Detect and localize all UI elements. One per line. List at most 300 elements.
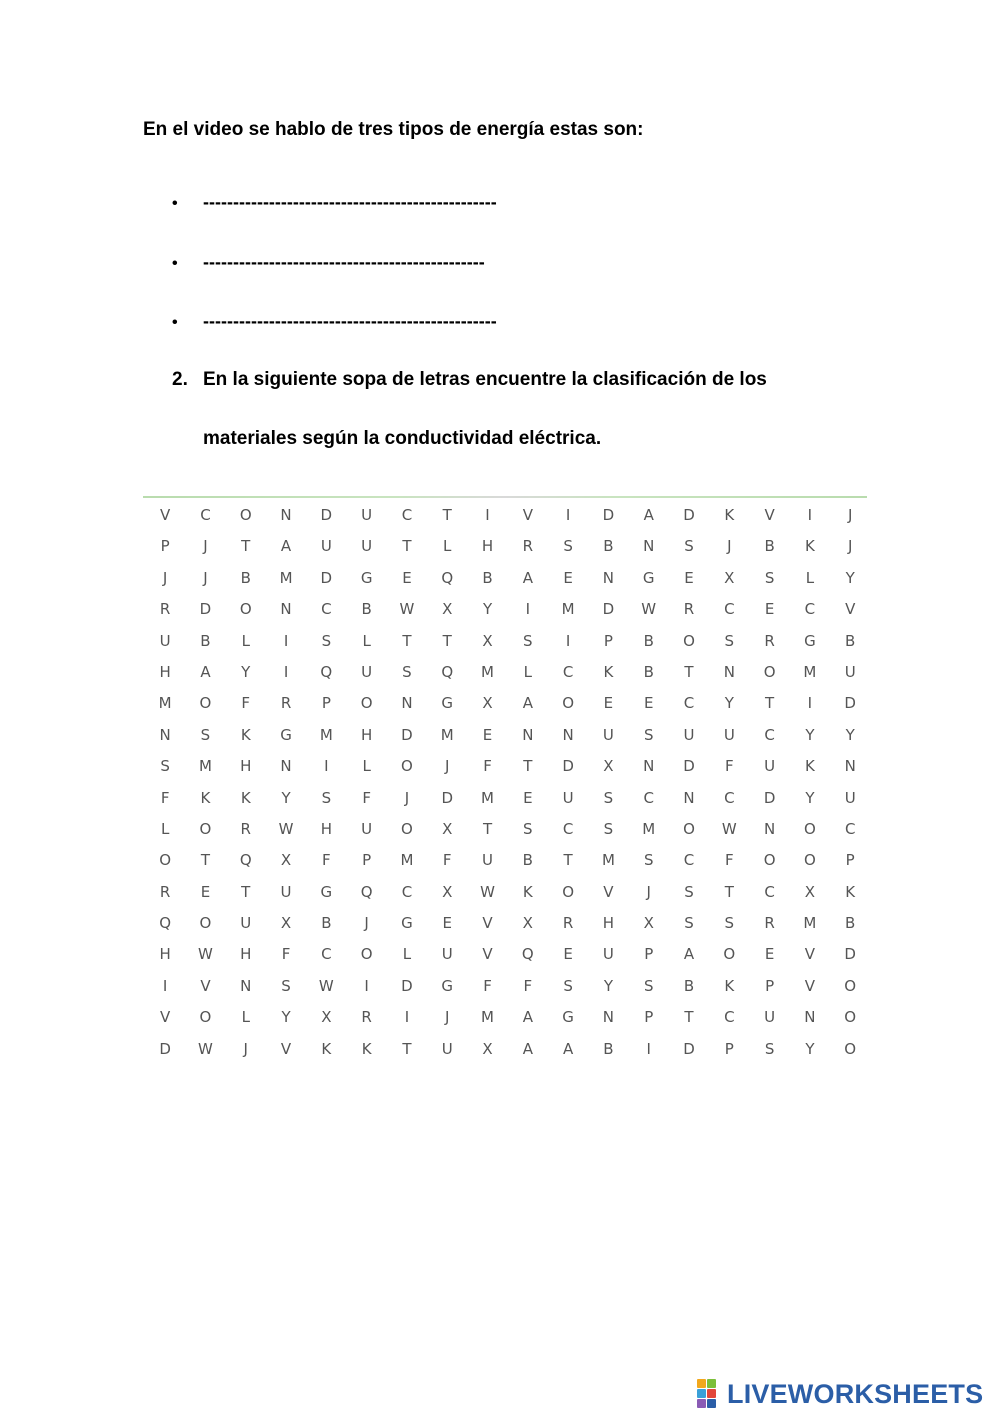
word-search-cell[interactable]: J: [243, 1039, 248, 1058]
word-search-cell[interactable]: N: [240, 976, 252, 995]
word-search-cell[interactable]: S: [643, 976, 654, 995]
word-search-cell[interactable]: I: [646, 1039, 651, 1058]
word-search-cell[interactable]: Y: [482, 600, 493, 619]
word-search-cell[interactable]: X: [643, 914, 654, 933]
word-search-cell[interactable]: U: [562, 788, 574, 807]
word-search-cell[interactable]: Y: [281, 1008, 291, 1027]
word-search-cell[interactable]: T: [442, 631, 452, 650]
word-search-cell[interactable]: D: [199, 600, 212, 619]
word-search-cell[interactable]: A: [522, 568, 533, 587]
word-search-cell[interactable]: G: [441, 976, 454, 995]
word-search-cell[interactable]: C: [764, 725, 775, 744]
word-search-cell[interactable]: C: [321, 945, 332, 964]
word-search-cell[interactable]: I: [525, 600, 531, 619]
word-search-cell[interactable]: V: [280, 1039, 292, 1058]
word-search-cell[interactable]: B: [361, 600, 372, 619]
word-search-cell[interactable]: G: [804, 631, 816, 650]
word-search-cell[interactable]: N: [602, 568, 615, 587]
word-search-cell[interactable]: O: [683, 819, 695, 838]
word-search-cell[interactable]: Y: [805, 725, 815, 744]
word-search-cell[interactable]: B: [643, 662, 654, 681]
answer-line-2[interactable]: [172, 252, 485, 273]
word-search-cell[interactable]: P: [603, 631, 613, 650]
word-search-cell[interactable]: X: [321, 1008, 332, 1027]
word-search-cell[interactable]: K: [804, 537, 815, 556]
word-search-cell[interactable]: M: [279, 568, 293, 587]
word-search-cell[interactable]: Y: [281, 788, 291, 807]
word-search-cell[interactable]: T: [200, 851, 211, 870]
word-search-cell[interactable]: H: [602, 914, 615, 933]
word-search-cell[interactable]: N: [844, 757, 856, 776]
word-search-cell[interactable]: C: [724, 1008, 735, 1027]
word-search-cell[interactable]: S: [764, 568, 775, 587]
word-search-cell[interactable]: O: [199, 819, 212, 838]
word-search-cell[interactable]: G: [280, 725, 292, 744]
word-search-cell[interactable]: I: [807, 506, 813, 524]
word-search-cell[interactable]: Q: [159, 914, 172, 933]
word-search-cell[interactable]: P: [644, 945, 654, 964]
word-search-cell[interactable]: M: [198, 757, 212, 776]
word-search-cell[interactable]: Q: [441, 662, 454, 681]
word-search-cell[interactable]: U: [361, 537, 373, 556]
word-search-cell[interactable]: T: [402, 1039, 412, 1058]
word-search-cell[interactable]: G: [441, 694, 454, 713]
word-search-cell[interactable]: I: [485, 506, 490, 524]
word-search-cell[interactable]: K: [200, 788, 211, 807]
word-search-cell[interactable]: X: [280, 851, 292, 870]
word-search-cell[interactable]: K: [321, 1039, 332, 1058]
word-search-cell[interactable]: C: [764, 882, 775, 901]
word-search-cell[interactable]: E: [764, 945, 775, 964]
answer-line-3[interactable]: [172, 311, 497, 332]
word-search-cell[interactable]: S: [563, 537, 573, 556]
word-search-cell[interactable]: F: [362, 788, 371, 807]
word-search-cell[interactable]: D: [683, 757, 695, 776]
word-search-cell[interactable]: Q: [441, 568, 454, 587]
word-search-cell[interactable]: P: [644, 1008, 654, 1027]
word-search-cell[interactable]: B: [603, 537, 614, 556]
word-search-cell[interactable]: E: [442, 914, 452, 933]
word-search-cell[interactable]: G: [320, 882, 333, 901]
word-search-cell[interactable]: D: [159, 1039, 171, 1058]
word-search-cell[interactable]: I: [283, 631, 289, 650]
word-search-cell[interactable]: F: [442, 851, 452, 870]
word-search-cell[interactable]: E: [200, 882, 211, 901]
word-search-cell[interactable]: D: [320, 506, 333, 524]
word-search-cell[interactable]: E: [563, 568, 573, 587]
word-search-cell[interactable]: J: [162, 568, 168, 587]
word-search-cell[interactable]: Y: [241, 662, 251, 681]
word-search-cell[interactable]: U: [683, 725, 695, 744]
word-search-cell[interactable]: B: [603, 1039, 614, 1058]
word-search-cell[interactable]: S: [724, 914, 735, 933]
word-search-cell[interactable]: H: [159, 945, 171, 964]
word-search-cell[interactable]: Y: [845, 725, 855, 744]
word-search-cell[interactable]: M: [481, 1008, 494, 1027]
word-search-cell[interactable]: S: [321, 788, 332, 807]
word-search-cell[interactable]: O: [844, 1039, 857, 1058]
word-search-cell[interactable]: U: [482, 851, 494, 870]
word-search-cell[interactable]: C: [724, 788, 735, 807]
word-search-cell[interactable]: Y: [724, 694, 734, 713]
word-search-cell[interactable]: T: [765, 694, 775, 713]
word-search-cell[interactable]: U: [361, 662, 373, 681]
word-search-cell[interactable]: F: [483, 757, 492, 776]
word-search-cell[interactable]: B: [321, 914, 332, 933]
word-search-cell[interactable]: M: [803, 914, 817, 933]
word-search-cell[interactable]: Y: [805, 1039, 815, 1058]
word-search-cell[interactable]: H: [481, 537, 494, 556]
word-search-cell[interactable]: M: [481, 662, 494, 681]
word-search-cell[interactable]: R: [159, 600, 171, 619]
word-search-cell[interactable]: T: [482, 819, 493, 838]
word-search-cell[interactable]: V: [200, 976, 211, 995]
word-search-cell[interactable]: V: [522, 506, 533, 524]
word-search-cell[interactable]: C: [683, 851, 695, 870]
word-search-cell[interactable]: O: [360, 945, 373, 964]
word-search-cell[interactable]: E: [643, 694, 654, 713]
word-search-cell[interactable]: I: [565, 506, 571, 524]
word-search-cell[interactable]: O: [239, 600, 252, 619]
word-search-cell[interactable]: P: [321, 694, 331, 713]
word-search-cell[interactable]: B: [845, 914, 856, 933]
word-search-cell[interactable]: L: [402, 945, 412, 964]
word-search-cell[interactable]: C: [844, 819, 856, 838]
word-search-cell[interactable]: R: [240, 819, 251, 838]
word-search-cell[interactable]: T: [402, 537, 412, 556]
word-search-cell[interactable]: O: [199, 1008, 212, 1027]
word-search-cell[interactable]: H: [320, 819, 332, 838]
word-search-cell[interactable]: L: [443, 537, 452, 556]
word-search-cell[interactable]: N: [804, 1008, 816, 1027]
word-search-cell[interactable]: P: [724, 1039, 734, 1058]
word-search-cell[interactable]: M: [803, 662, 817, 681]
word-search-cell[interactable]: I: [565, 631, 571, 650]
word-search-cell[interactable]: M: [158, 694, 172, 713]
word-search-cell[interactable]: U: [844, 662, 856, 681]
word-search-cell[interactable]: J: [847, 506, 853, 524]
word-search-cell[interactable]: N: [643, 537, 655, 556]
word-search-cell[interactable]: C: [401, 506, 413, 524]
word-search-cell[interactable]: O: [562, 694, 575, 713]
word-search-cell[interactable]: L: [362, 631, 371, 650]
word-search-cell[interactable]: I: [364, 976, 369, 995]
word-search-cell[interactable]: T: [241, 882, 251, 901]
word-search-cell[interactable]: M: [400, 851, 414, 870]
word-search-cell[interactable]: T: [724, 882, 734, 901]
word-search-cell[interactable]: R: [562, 914, 574, 933]
word-search-cell[interactable]: B: [643, 631, 654, 650]
word-search-cell[interactable]: S: [523, 631, 533, 650]
word-search-cell[interactable]: S: [281, 976, 291, 995]
word-search-cell[interactable]: J: [445, 757, 450, 776]
word-search-cell[interactable]: V: [804, 945, 816, 964]
word-search-cell[interactable]: U: [602, 945, 614, 964]
word-search-cell[interactable]: J: [404, 788, 410, 807]
word-search-cell[interactable]: W: [318, 976, 334, 995]
word-search-cell[interactable]: U: [441, 945, 453, 964]
word-search-cell[interactable]: W: [198, 1039, 213, 1058]
word-search-cell[interactable]: F: [523, 976, 533, 995]
word-search-cell[interactable]: V: [482, 945, 493, 964]
word-search-cell[interactable]: K: [522, 882, 533, 901]
word-search-cell[interactable]: M: [642, 819, 656, 838]
word-search-cell[interactable]: V: [160, 1008, 171, 1027]
word-search-cell[interactable]: U: [723, 725, 735, 744]
word-search-cell[interactable]: I: [162, 976, 168, 995]
word-search-cell[interactable]: S: [643, 725, 654, 744]
word-search-cell[interactable]: X: [804, 882, 816, 901]
word-search-cell[interactable]: S: [684, 882, 694, 901]
word-search-cell[interactable]: N: [159, 725, 171, 744]
word-search-cell[interactable]: B: [764, 537, 775, 556]
word-search-cell[interactable]: B: [683, 976, 695, 995]
word-search-cell[interactable]: G: [562, 1008, 574, 1027]
word-search-cell[interactable]: C: [643, 788, 654, 807]
word-search-cell[interactable]: H: [360, 725, 373, 744]
word-search-cell[interactable]: C: [804, 600, 816, 619]
word-search-cell[interactable]: L: [805, 568, 815, 587]
word-search-cell[interactable]: R: [361, 1008, 372, 1027]
word-search-cell[interactable]: C: [562, 662, 574, 681]
word-search-cell[interactable]: F: [483, 976, 492, 995]
word-search-cell[interactable]: F: [322, 851, 331, 870]
word-search-cell[interactable]: H: [159, 662, 171, 681]
word-search-cell[interactable]: V: [160, 506, 171, 524]
word-search-cell[interactable]: K: [724, 976, 735, 995]
word-search-cell[interactable]: K: [240, 788, 251, 807]
word-search-cell[interactable]: J: [847, 537, 853, 556]
word-search-cell[interactable]: Y: [845, 568, 855, 587]
word-search-cell[interactable]: A: [562, 1039, 574, 1058]
word-search-cell[interactable]: T: [402, 631, 412, 650]
word-search-cell[interactable]: R: [683, 600, 695, 619]
word-search-cell[interactable]: B: [522, 851, 533, 870]
word-search-cell[interactable]: T: [563, 851, 573, 870]
word-search-cell[interactable]: W: [721, 819, 737, 838]
word-search-cell[interactable]: C: [724, 600, 735, 619]
word-search-cell[interactable]: O: [723, 945, 736, 964]
word-search-cell[interactable]: L: [160, 819, 170, 838]
word-search-cell[interactable]: T: [684, 662, 694, 681]
word-search-cell[interactable]: N: [280, 506, 292, 524]
word-search-cell[interactable]: S: [643, 851, 654, 870]
word-search-cell[interactable]: N: [280, 600, 292, 619]
word-search-cell[interactable]: K: [804, 757, 815, 776]
word-search-cell[interactable]: G: [642, 568, 655, 587]
word-search-cell[interactable]: B: [482, 568, 493, 587]
word-search-cell[interactable]: C: [401, 882, 413, 901]
word-search-cell[interactable]: S: [764, 1039, 775, 1058]
word-search-cell[interactable]: D: [602, 506, 615, 524]
word-search-cell[interactable]: V: [764, 506, 775, 524]
word-search-cell[interactable]: V: [804, 976, 816, 995]
word-search-cell[interactable]: X: [482, 631, 493, 650]
word-search-cell[interactable]: T: [241, 537, 251, 556]
word-search-cell[interactable]: F: [724, 757, 734, 776]
word-search-cell[interactable]: O: [401, 757, 413, 776]
word-search-cell[interactable]: J: [445, 1008, 450, 1027]
word-search-cell[interactable]: A: [200, 662, 211, 681]
word-search-cell[interactable]: S: [724, 631, 735, 650]
word-search-cell[interactable]: C: [321, 600, 332, 619]
word-search-cell[interactable]: C: [562, 819, 574, 838]
word-search-cell[interactable]: X: [603, 757, 614, 776]
word-search-cell[interactable]: Q: [239, 851, 252, 870]
answer-line-1[interactable]: [172, 192, 497, 213]
word-search-cell[interactable]: K: [603, 662, 614, 681]
word-search-cell[interactable]: E: [482, 725, 493, 744]
word-search-cell[interactable]: W: [278, 819, 294, 838]
word-search-cell[interactable]: X: [280, 914, 292, 933]
word-search-cell[interactable]: O: [844, 976, 857, 995]
word-search-cell[interactable]: L: [241, 631, 250, 650]
word-search-cell[interactable]: O: [803, 819, 816, 838]
word-search-cell[interactable]: O: [360, 694, 373, 713]
word-search-cell[interactable]: K: [361, 1039, 372, 1058]
word-search-cell[interactable]: F: [724, 851, 734, 870]
word-search-cell[interactable]: B: [240, 568, 251, 587]
word-search-cell[interactable]: M: [319, 725, 333, 744]
word-search-cell[interactable]: N: [723, 662, 735, 681]
word-search-cell[interactable]: U: [320, 537, 332, 556]
word-search-cell[interactable]: V: [603, 882, 614, 901]
word-search-cell[interactable]: O: [199, 694, 212, 713]
word-search-cell[interactable]: N: [602, 1008, 615, 1027]
word-search-cell[interactable]: O: [763, 662, 776, 681]
word-search-cell[interactable]: I: [807, 694, 813, 713]
word-search-cell[interactable]: N: [683, 788, 695, 807]
word-search-cell[interactable]: K: [724, 506, 735, 524]
word-search-cell[interactable]: N: [522, 725, 534, 744]
word-search-cell[interactable]: H: [240, 945, 252, 964]
word-search-cell[interactable]: W: [480, 882, 495, 901]
word-search-cell[interactable]: P: [845, 851, 855, 870]
word-search-cell[interactable]: O: [239, 506, 252, 524]
word-search-cell[interactable]: X: [442, 600, 453, 619]
word-search-cell[interactable]: A: [683, 945, 695, 964]
word-search-cell[interactable]: D: [562, 757, 574, 776]
word-search-cell[interactable]: K: [845, 882, 856, 901]
word-search-cell[interactable]: Q: [320, 662, 333, 681]
word-search-cell[interactable]: P: [160, 537, 170, 556]
word-search-cell[interactable]: U: [361, 819, 373, 838]
word-search-cell[interactable]: O: [401, 819, 413, 838]
word-search-cell[interactable]: J: [364, 914, 369, 933]
word-search-cell[interactable]: N: [401, 694, 413, 713]
word-search-cell[interactable]: O: [159, 851, 172, 870]
word-search-cell[interactable]: G: [360, 568, 373, 587]
word-search-cell[interactable]: O: [803, 851, 816, 870]
word-search-cell[interactable]: A: [643, 506, 654, 524]
word-search-cell[interactable]: F: [281, 945, 291, 964]
word-search-cell[interactable]: S: [603, 788, 614, 807]
word-search-cell[interactable]: J: [203, 537, 208, 556]
word-search-cell[interactable]: D: [401, 976, 413, 995]
word-search-cell[interactable]: B: [845, 631, 856, 650]
word-search-cell[interactable]: X: [522, 914, 533, 933]
word-search-cell[interactable]: N: [763, 819, 776, 838]
word-search-cell[interactable]: P: [765, 976, 775, 995]
word-search-cell[interactable]: S: [402, 662, 412, 681]
word-search-cell[interactable]: D: [683, 506, 695, 524]
word-search-cell[interactable]: U: [361, 506, 373, 524]
word-search-cell[interactable]: D: [320, 568, 333, 587]
word-search-cell[interactable]: E: [603, 694, 614, 713]
word-search-cell[interactable]: X: [442, 819, 453, 838]
word-search-cell[interactable]: X: [482, 1039, 493, 1058]
word-search-cell[interactable]: F: [241, 694, 251, 713]
word-search-cell[interactable]: W: [399, 600, 415, 619]
word-search-cell[interactable]: U: [441, 1039, 453, 1058]
word-search-cell[interactable]: U: [240, 914, 252, 933]
word-search-cell[interactable]: M: [601, 851, 615, 870]
word-search-cell[interactable]: K: [240, 725, 251, 744]
word-search-cell[interactable]: L: [241, 1008, 250, 1027]
word-search-cell[interactable]: X: [482, 694, 493, 713]
word-search-cell[interactable]: T: [523, 757, 533, 776]
word-search-cell[interactable]: M: [561, 600, 575, 619]
word-search-cell[interactable]: J: [727, 537, 732, 556]
word-search-cell[interactable]: R: [764, 631, 775, 650]
word-search-cell[interactable]: R: [522, 537, 534, 556]
word-search-cell[interactable]: F: [160, 788, 170, 807]
word-search-cell[interactable]: E: [764, 600, 775, 619]
word-search-cell[interactable]: U: [844, 788, 856, 807]
word-search-cell[interactable]: M: [481, 788, 494, 807]
word-search-cell[interactable]: C: [200, 506, 211, 524]
word-search-cell[interactable]: O: [763, 851, 776, 870]
word-search-cell[interactable]: S: [321, 631, 332, 650]
word-search-cell[interactable]: D: [844, 945, 856, 964]
word-search-cell[interactable]: L: [362, 757, 371, 776]
word-search-cell[interactable]: D: [844, 694, 856, 713]
word-search-cell[interactable]: P: [362, 851, 372, 870]
word-search-cell[interactable]: O: [683, 631, 695, 650]
word-search-cell[interactable]: G: [401, 914, 413, 933]
word-search-cell[interactable]: L: [523, 662, 532, 681]
word-search-cell[interactable]: R: [764, 914, 775, 933]
word-search-cell[interactable]: U: [280, 882, 292, 901]
word-search-cell[interactable]: S: [684, 537, 694, 556]
word-search-cell[interactable]: E: [402, 568, 412, 587]
word-search-cell[interactable]: C: [683, 694, 695, 713]
word-search-cell[interactable]: U: [764, 1008, 776, 1027]
word-search-cell[interactable]: D: [401, 725, 413, 744]
word-search-cell[interactable]: E: [523, 788, 533, 807]
word-search-cell[interactable]: H: [240, 757, 252, 776]
word-search-cell[interactable]: T: [684, 1008, 694, 1027]
word-search-cell[interactable]: R: [159, 882, 171, 901]
word-search-cell[interactable]: N: [562, 725, 574, 744]
word-search-cell[interactable]: Y: [603, 976, 613, 995]
word-search-cell[interactable]: E: [563, 945, 573, 964]
word-search-cell[interactable]: V: [845, 600, 856, 619]
word-search-cell[interactable]: O: [844, 1008, 857, 1027]
word-search-cell[interactable]: S: [563, 976, 573, 995]
word-search-cell[interactable]: D: [441, 788, 453, 807]
word-search-cell[interactable]: Y: [805, 788, 815, 807]
word-search-cell[interactable]: E: [684, 568, 694, 587]
word-search-cell[interactable]: U: [602, 725, 614, 744]
word-search-cell[interactable]: J: [203, 568, 208, 587]
word-search-cell[interactable]: B: [200, 631, 211, 650]
word-search-cell[interactable]: S: [160, 757, 170, 776]
word-search-cell[interactable]: I: [404, 1008, 410, 1027]
word-search-cell[interactable]: A: [522, 694, 533, 713]
word-search-cell[interactable]: X: [442, 882, 453, 901]
word-search-cell[interactable]: S: [603, 819, 614, 838]
